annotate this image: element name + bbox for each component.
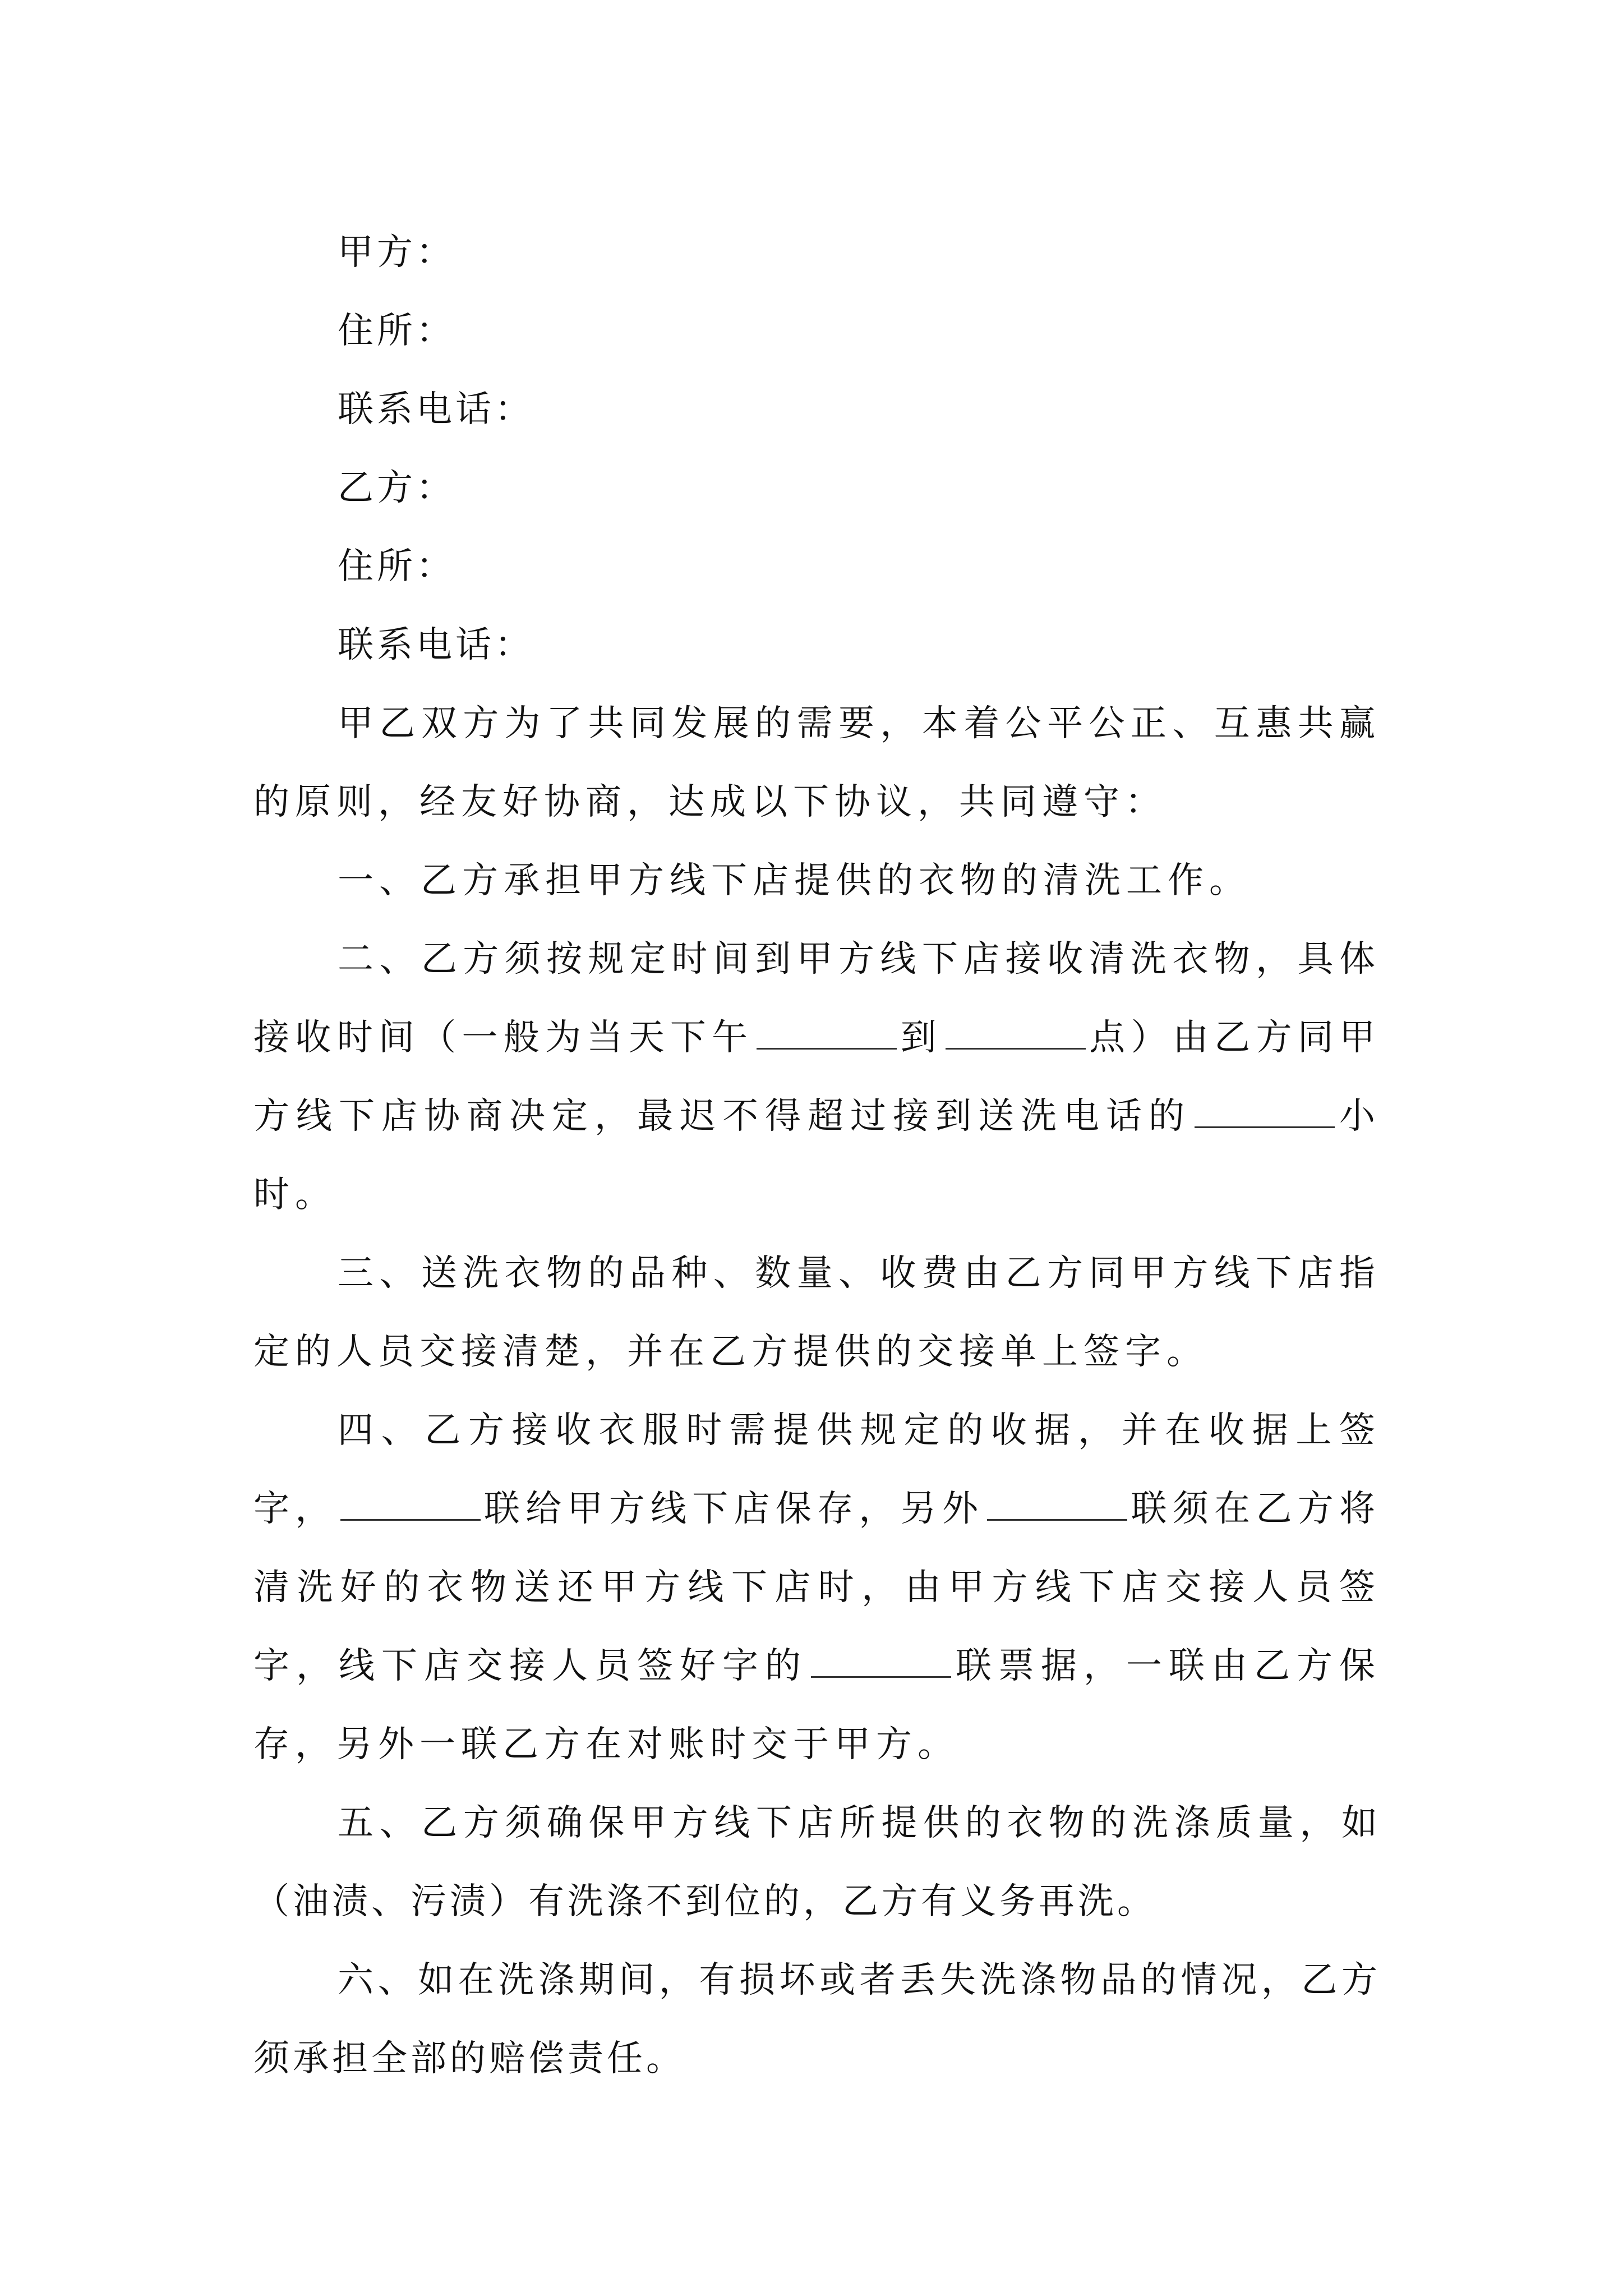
clause-3: 三、送洗衣物的品种、数量、收费由乙方同甲方线下店指定的人员交接清楚，并在乙方提供的交接单上签字。: [253, 1253, 1381, 1373]
clause-2: [253, 920, 1381, 1234]
clause-4-text-3: 联须在乙方将清洗好的衣物送还甲方线下店时，由甲方线下店交接人员签字，线下店交接人员签好字的: [253, 1488, 1381, 1687]
party-b-phone-label: 联系电话：: [338, 624, 534, 666]
clause-6: 六、如在洗涤期间，有损坏或者丢失洗涤物品的情况，乙方须承担全部的赔偿责任。: [253, 1959, 1381, 2079]
clause-4-text-4: 联票据，一联由乙方保存，另外一联乙方在对账时交于甲方。: [253, 1645, 1381, 1765]
clause-5: 五、乙方须确保甲方线下店所提供的衣物的洗涤质量，如（油渍、污渍）有洗涤不到位的，乙方有义务再洗。: [253, 1802, 1381, 1922]
clause-2-text-1: 二、乙方须按规定时间到甲方线下店接收清洗衣物，具体接收时间（一般为当天下午: [253, 938, 1381, 1059]
contract-body: [253, 213, 1381, 2098]
clause-1: 一、乙方承担甲方线下店提供的衣物的清洗工作。: [338, 860, 1251, 901]
clause-2-text-4: 小时。: [253, 1096, 1381, 1216]
fill-blank-copy-signed: [811, 1642, 951, 1678]
fill-blank-end-time: [946, 1014, 1086, 1050]
fill-blank-copy-b: [987, 1485, 1127, 1521]
party-b-address-label: 住所：: [338, 546, 455, 587]
fill-blank-start-time: [757, 1014, 897, 1050]
clause-2-text-3: 点）由乙方同甲方线下店协商决定，最迟不得超过接到送洗电话的: [253, 1017, 1381, 1137]
party-b-label: 乙方：: [338, 467, 455, 509]
fill-blank-copy-a: [340, 1485, 481, 1521]
clause-4-text-1: 四、乙方接收衣服时需提供规定的收据，并在收据上签字，: [253, 1410, 1381, 1530]
party-a-phone-label: 联系电话：: [338, 389, 534, 430]
fill-blank-hours: [1195, 1093, 1335, 1128]
clause-2-text-2: 到: [900, 1017, 943, 1059]
clause-4-text-2: 联给甲方线下店保存，另外: [483, 1488, 984, 1530]
clause-4: [253, 1391, 1381, 1784]
party-a-label: 甲方：: [338, 232, 455, 273]
preamble-paragraph: 甲乙双方为了共同发展的需要，本着公平公正、互惠共赢的原则，经友好协商，达成以下协议，共同遵守：: [253, 703, 1381, 823]
party-a-address-label: 住所：: [338, 310, 455, 352]
